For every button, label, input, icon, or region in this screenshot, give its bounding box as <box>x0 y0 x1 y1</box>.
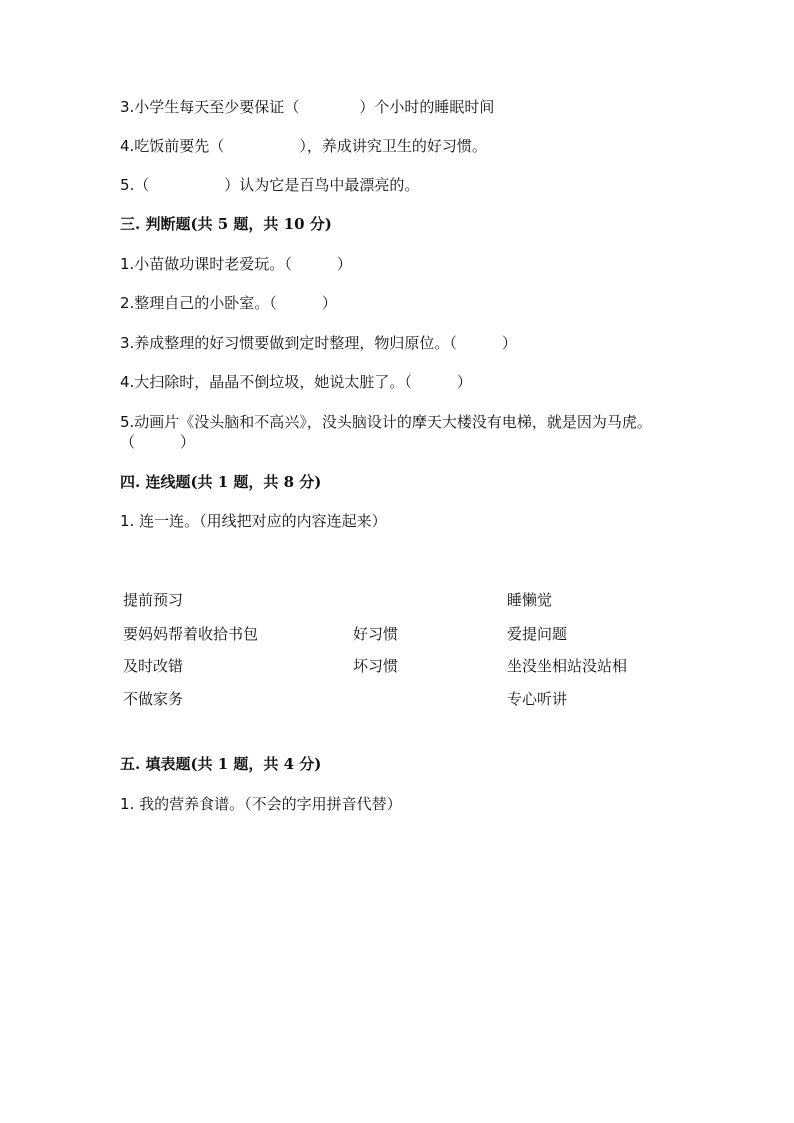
true-false-question-2: 2.整理自己的小卧室。（ ） <box>120 294 337 312</box>
true-false-question-3: 3.养成整理的好习惯要做到定时整理，物归原位。（ ） <box>120 334 517 352</box>
true-false-question-1: 1.小苗做功课时老爱玩。（ ） <box>120 255 352 273</box>
matching-left-item: 提前预习 <box>123 591 184 609</box>
fill-blank-question-5: 5.（ ）认为它是百鸟中最漂亮的。 <box>120 176 420 194</box>
matching-right-item: 专心听讲 <box>507 690 568 708</box>
section-title-true-false: 三. 判断题(共 5 题，共 10 分) <box>120 215 332 233</box>
table-question-1: 1. 我的营养食谱。（不会的字用拼音代替） <box>120 795 402 813</box>
section-title-matching: 四. 连线题(共 1 题，共 8 分) <box>120 473 322 491</box>
matching-right-item: 睡懒觉 <box>507 591 553 609</box>
matching-right-item: 爱提问题 <box>507 625 568 643</box>
section-title-table: 五. 填表题(共 1 题，共 4 分) <box>120 755 322 773</box>
true-false-question-4: 4.大扫除时，晶晶不倒垃圾，她说太脏了。（ ） <box>120 373 472 391</box>
matching-question-1: 1. 连一连。（用线把对应的内容连起来） <box>120 512 387 530</box>
matching-left-item: 不做家务 <box>123 690 184 708</box>
matching-right-item: 坐没坐相站没站相 <box>507 657 628 675</box>
fill-blank-question-3: 3.小学生每天至少要保证（ ）个小时的睡眠时间 <box>120 98 495 116</box>
matching-left-item: 要妈妈帮着收拾书包 <box>123 625 259 643</box>
matching-left-item: 及时改错 <box>123 657 184 675</box>
true-false-question-5: 5.动画片《没头脑和不高兴》，没头脑设计的摩天大楼没有电梯，就是因为马虎。（ ） <box>120 413 652 451</box>
fill-blank-question-4: 4.吃饭前要先（ ），养成讲究卫生的好习惯。 <box>120 137 487 155</box>
matching-middle-item: 坏习惯 <box>353 657 399 675</box>
matching-middle-item: 好习惯 <box>353 625 399 643</box>
